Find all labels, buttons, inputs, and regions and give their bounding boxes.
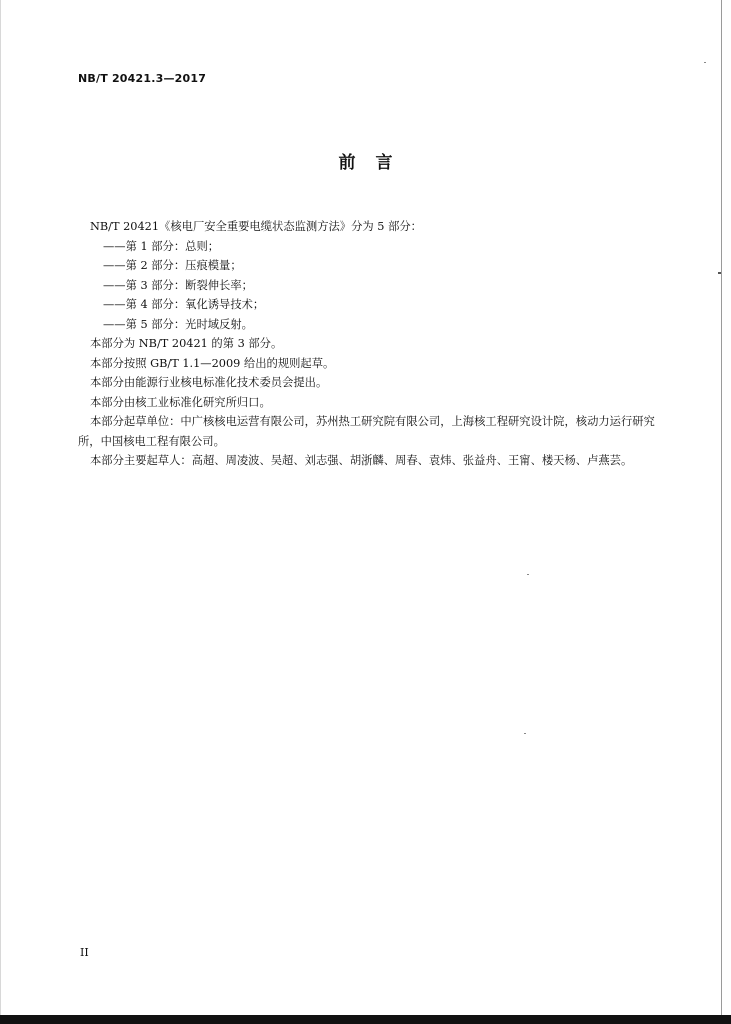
scan-speck bbox=[704, 62, 706, 63]
part-item-1: ——第 1 部分：总则； bbox=[103, 239, 220, 253]
scan-speck bbox=[527, 574, 529, 575]
statement-part-number: 本部分为 NB/T 20421 的第 3 部分。 bbox=[90, 337, 283, 350]
statement-administered-by: 本部分由核工业标准化研究所归口。 bbox=[90, 395, 271, 409]
intro-paragraph: NB/T 20421《核电厂安全重要电缆状态监测方法》分为 5 部分： bbox=[90, 220, 422, 233]
statement-proposed-by: 本部分由能源行业核电标准化技术委员会提出。 bbox=[90, 376, 328, 389]
part-item-2: ——第 2 部分：压痕模量； bbox=[103, 259, 242, 272]
foreword-body bbox=[78, 217, 660, 471]
part-item-4: ——第 4 部分：氧化诱导技术； bbox=[103, 298, 265, 311]
scan-bottom-edge bbox=[0, 1015, 731, 1024]
part-item-5: ——第 5 部分：光时域反射。 bbox=[103, 317, 253, 331]
drafters-paragraph: 本部分主要起草人：高超、周凌波、吴超、刘志强、胡浙麟、周春、袁炜、张益舟、王甯、楼天杨、卢燕芸。 bbox=[90, 454, 633, 467]
page-number: II bbox=[80, 946, 89, 959]
scan-speck bbox=[718, 272, 721, 274]
drafting-units-paragraph: 本部分起草单位：中广核核电运营有限公司，苏州热工研究院有限公司，上海核工程研究设计院，核动力运行研究所，中国核电工程有限公司。 bbox=[78, 415, 655, 448]
statement-drafting-rules: 本部分按照 GB/T 1.1—2009 给出的规则起草。 bbox=[90, 356, 335, 370]
scan-speck bbox=[524, 733, 526, 734]
standard-code-header: NB/T 20421.3—2017 bbox=[78, 72, 207, 85]
page-title: 前言 bbox=[338, 153, 413, 173]
part-item-3: ——第 3 部分：断裂伸长率； bbox=[103, 278, 253, 292]
